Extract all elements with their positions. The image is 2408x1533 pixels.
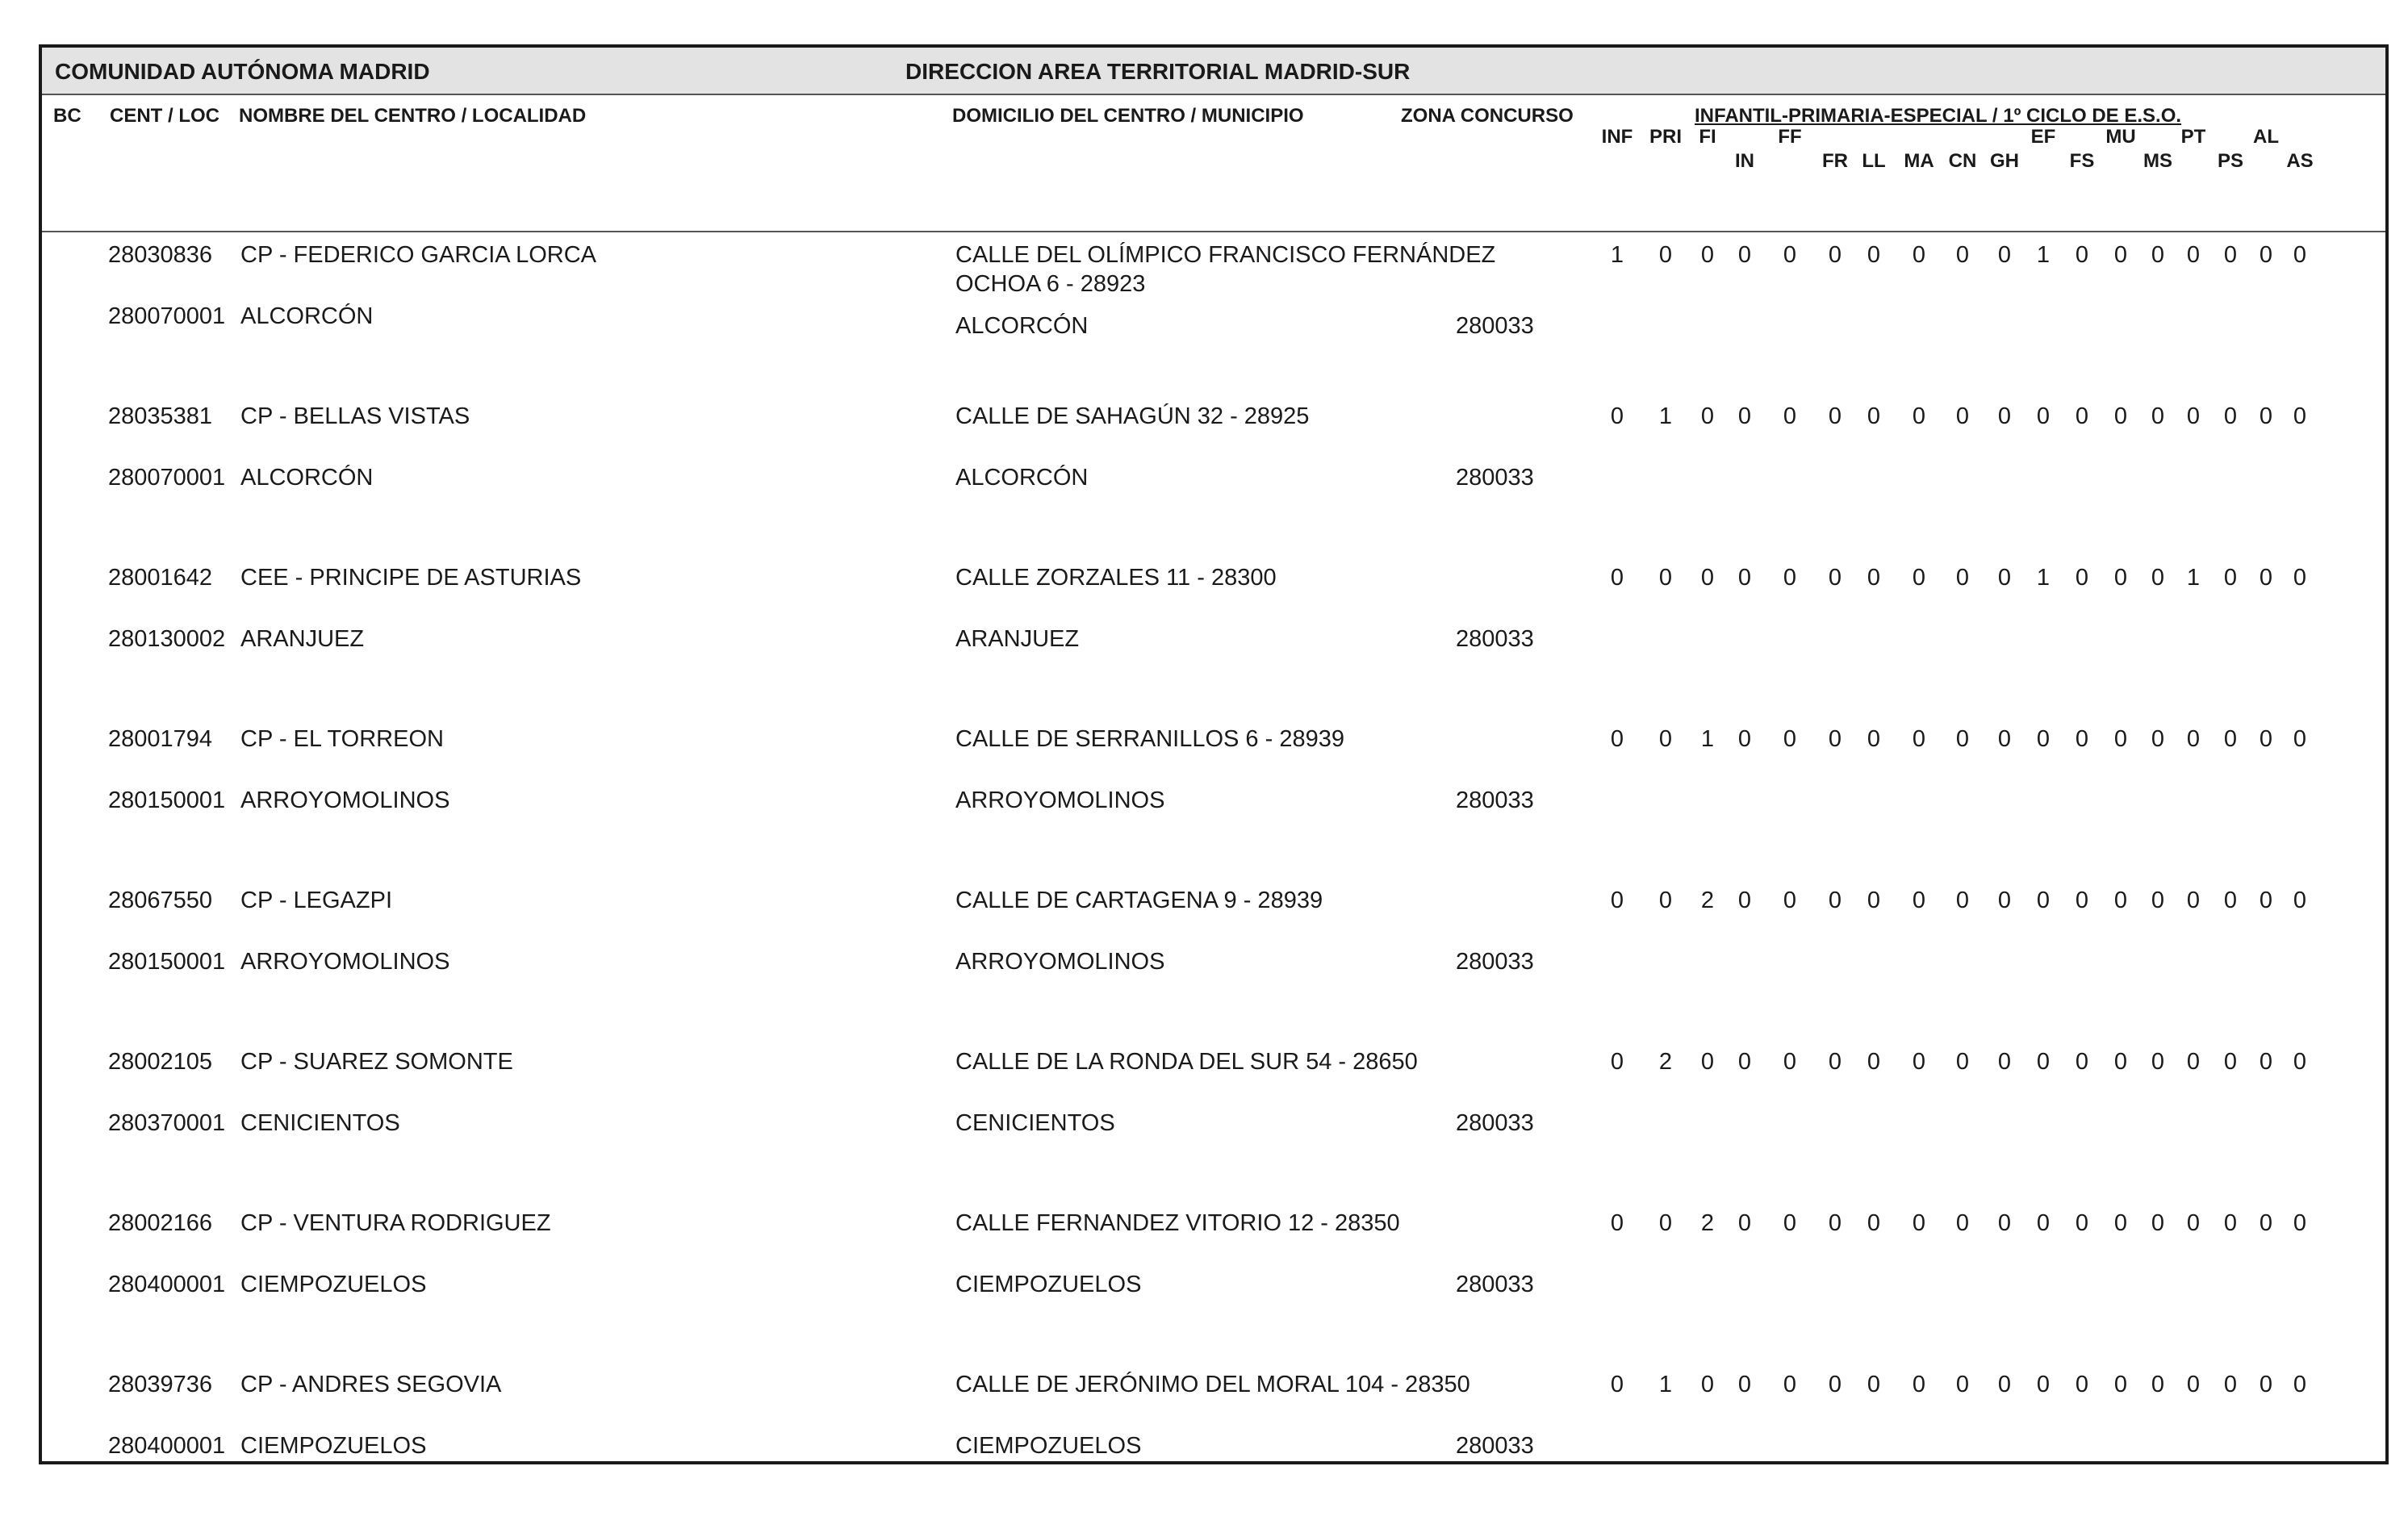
municipality-name: CENICIENTOS [955, 1110, 1115, 1136]
value-ef: 0 [2036, 888, 2051, 913]
value-ms: 0 [2151, 242, 2165, 268]
center-name: CP - FEDERICO GARCIA LORCA [240, 242, 596, 268]
value-al: 0 [2259, 242, 2273, 268]
value-ef: 0 [2036, 726, 2051, 752]
value-inf: 0 [1610, 403, 1624, 429]
value-inf: 0 [1610, 1210, 1624, 1236]
value-cn: 0 [1955, 1210, 1970, 1236]
locality-name: CIEMPOZUELOS [240, 1433, 427, 1459]
locality-code: 280400001 [108, 1272, 226, 1297]
value-ms: 0 [2151, 1049, 2165, 1075]
value-fr: 0 [1828, 403, 1842, 429]
value-fi: 0 [1700, 403, 1715, 429]
value-cn: 0 [1955, 726, 1970, 752]
zone-code: 280033 [1456, 1433, 1534, 1459]
value-gh: 0 [1997, 565, 2012, 591]
value-ps: 0 [2223, 726, 2238, 752]
center-code: 28001642 [108, 565, 213, 591]
value-ef: 0 [2036, 1372, 2051, 1397]
value-ma: 0 [1912, 403, 1926, 429]
value-al: 0 [2259, 726, 2273, 752]
col-code-fi: FI [1699, 126, 1716, 148]
zone-code: 280033 [1456, 626, 1534, 652]
value-al: 0 [2259, 565, 2273, 591]
value-inf: 1 [1610, 242, 1624, 268]
value-inf: 0 [1610, 565, 1624, 591]
value-ll: 0 [1867, 1372, 1881, 1397]
value-in: 0 [1737, 403, 1752, 429]
col-code-ff: FF [1778, 126, 1802, 148]
center-record [42, 1372, 2385, 1533]
value-inf: 0 [1610, 1372, 1624, 1397]
value-in: 0 [1737, 565, 1752, 591]
value-fs: 0 [2075, 403, 2089, 429]
value-cn: 0 [1955, 888, 1970, 913]
value-al: 0 [2259, 1049, 2273, 1075]
value-ff: 0 [1783, 565, 1797, 591]
value-fi: 0 [1700, 1372, 1715, 1397]
value-pri: 0 [1658, 726, 1673, 752]
col-bc: BC [53, 105, 82, 127]
center-address: CALLE DEL OLÍMPICO FRANCISCO FERNÁNDEZ [955, 242, 1496, 268]
locality-name: ARANJUEZ [240, 626, 365, 652]
value-mu: 0 [2113, 726, 2128, 752]
value-fr: 0 [1828, 1372, 1842, 1397]
value-as: 0 [2293, 726, 2307, 752]
value-ma: 0 [1912, 726, 1926, 752]
value-ff: 0 [1783, 888, 1797, 913]
municipality-name: ARANJUEZ [955, 626, 1080, 652]
col-code-ms: MS [2143, 150, 2172, 172]
value-gh: 0 [1997, 242, 2012, 268]
value-ms: 0 [2151, 1372, 2165, 1397]
center-code: 28002105 [108, 1049, 213, 1075]
col-code-pt: PT [2180, 126, 2206, 148]
value-ms: 0 [2151, 726, 2165, 752]
value-fs: 0 [2075, 1049, 2089, 1075]
value-ll: 0 [1867, 403, 1881, 429]
value-ff: 0 [1783, 403, 1797, 429]
center-name: CP - VENTURA RODRIGUEZ [240, 1210, 551, 1236]
value-mu: 0 [2113, 1049, 2128, 1075]
value-pt: 0 [2186, 403, 2201, 429]
zone-code: 280033 [1456, 1110, 1534, 1136]
value-pt: 0 [2186, 1210, 2201, 1236]
value-as: 0 [2293, 888, 2307, 913]
value-in: 0 [1737, 888, 1752, 913]
value-in: 0 [1737, 242, 1752, 268]
value-mu: 0 [2113, 1372, 2128, 1397]
value-al: 0 [2259, 888, 2273, 913]
value-al: 0 [2259, 403, 2273, 429]
center-name: CP - LEGAZPI [240, 888, 393, 913]
center-address: CALLE DE CARTAGENA 9 - 28939 [955, 888, 1323, 913]
value-inf: 0 [1610, 888, 1624, 913]
col-code-ps: PS [2217, 150, 2244, 172]
value-in: 0 [1737, 1372, 1752, 1397]
locality-name: ALCORCÓN [240, 303, 374, 329]
value-as: 0 [2293, 565, 2307, 591]
value-cn: 0 [1955, 1372, 1970, 1397]
col-code-ef: EF [2030, 126, 2056, 148]
center-code: 28030836 [108, 242, 213, 268]
value-pt: 0 [2186, 726, 2201, 752]
value-fr: 0 [1828, 565, 1842, 591]
value-ef: 1 [2036, 565, 2051, 591]
value-ms: 0 [2151, 888, 2165, 913]
value-fs: 0 [2075, 888, 2089, 913]
value-ps: 0 [2223, 1049, 2238, 1075]
value-ps: 0 [2223, 403, 2238, 429]
municipality-name: CIEMPOZUELOS [955, 1272, 1142, 1297]
center-name: CP - EL TORREON [240, 726, 444, 752]
center-name: CP - BELLAS VISTAS [240, 403, 470, 429]
center-code: 28002166 [108, 1210, 213, 1236]
value-ff: 0 [1783, 242, 1797, 268]
value-pt: 1 [2186, 565, 2201, 591]
zone-code: 280033 [1456, 465, 1534, 491]
locality-name: CENICIENTOS [240, 1110, 400, 1136]
center-name: CP - SUAREZ SOMONTE [240, 1049, 513, 1075]
locality-name: ARROYOMOLINOS [240, 949, 450, 975]
zone-code: 280033 [1456, 1272, 1534, 1297]
zone-code: 280033 [1456, 313, 1534, 339]
col-code-ll: LL [1862, 150, 1886, 172]
center-record [42, 726, 2385, 888]
value-pri: 2 [1658, 1049, 1673, 1075]
value-mu: 0 [2113, 888, 2128, 913]
center-code: 28067550 [108, 888, 213, 913]
value-pt: 0 [2186, 888, 2201, 913]
zone-code: 280033 [1456, 787, 1534, 813]
municipality-name: ARROYOMOLINOS [955, 787, 1165, 813]
value-as: 0 [2293, 1372, 2307, 1397]
value-fi: 2 [1700, 888, 1715, 913]
value-mu: 0 [2113, 242, 2128, 268]
value-gh: 0 [1997, 403, 2012, 429]
value-as: 0 [2293, 403, 2307, 429]
value-gh: 0 [1997, 888, 2012, 913]
value-gh: 0 [1997, 1210, 2012, 1236]
locality-code: 280070001 [108, 303, 226, 329]
value-pri: 0 [1658, 242, 1673, 268]
community-title: COMUNIDAD AUTÓNOMA MADRID [55, 59, 430, 84]
municipality-name: ALCORCÓN [955, 313, 1089, 339]
value-ll: 0 [1867, 1049, 1881, 1075]
value-mu: 0 [2113, 403, 2128, 429]
center-address: CALLE FERNANDEZ VITORIO 12 - 28350 [955, 1210, 1400, 1236]
value-pri: 0 [1658, 888, 1673, 913]
value-cn: 0 [1955, 242, 1970, 268]
value-ps: 0 [2223, 1210, 2238, 1236]
value-ef: 0 [2036, 1210, 2051, 1236]
value-ll: 0 [1867, 565, 1881, 591]
value-cn: 0 [1955, 565, 1970, 591]
col-code-fs: FS [2069, 150, 2095, 172]
center-address: CALLE DE JERÓNIMO DEL MORAL 104 - 28350 [955, 1372, 1470, 1397]
col-code-pri: PRI [1649, 126, 1683, 148]
report-title-bar [42, 48, 2385, 95]
center-record [42, 888, 2385, 1049]
center-record [42, 242, 2385, 403]
value-pt: 0 [2186, 242, 2201, 268]
value-pri: 0 [1658, 1210, 1673, 1236]
col-zona-concurso: ZONA CONCURSO [1401, 105, 1574, 127]
value-pt: 0 [2186, 1372, 2201, 1397]
municipality-name: ARROYOMOLINOS [955, 949, 1165, 975]
column-headers [42, 94, 2385, 232]
center-address-line2: OCHOA 6 - 28923 [955, 271, 1146, 297]
value-in: 0 [1737, 1049, 1752, 1075]
col-code-ma: MA [1904, 150, 1934, 172]
locality-code: 280400001 [108, 1433, 226, 1459]
value-ms: 0 [2151, 565, 2165, 591]
value-gh: 0 [1997, 1372, 2012, 1397]
value-ff: 0 [1783, 1049, 1797, 1075]
col-nombre: NOMBRE DEL CENTRO / LOCALIDAD [239, 105, 587, 127]
value-in: 0 [1737, 1210, 1752, 1236]
center-address: CALLE ZORZALES 11 - 28300 [955, 565, 1277, 591]
value-ff: 0 [1783, 1372, 1797, 1397]
center-address: CALLE DE SAHAGÚN 32 - 28925 [955, 403, 1310, 429]
value-ma: 0 [1912, 1372, 1926, 1397]
municipality-name: ALCORCÓN [955, 465, 1089, 491]
value-fr: 0 [1828, 888, 1842, 913]
value-ma: 0 [1912, 1210, 1926, 1236]
center-code: 28001794 [108, 726, 213, 752]
value-as: 0 [2293, 1210, 2307, 1236]
col-code-cn: CN [1948, 150, 1977, 172]
value-fr: 0 [1828, 726, 1842, 752]
locality-name: ARROYOMOLINOS [240, 787, 450, 813]
value-ef: 1 [2036, 242, 2051, 268]
value-al: 0 [2259, 1372, 2273, 1397]
value-ff: 0 [1783, 1210, 1797, 1236]
col-domicilio: DOMICILIO DEL CENTRO / MUNICIPIO [952, 105, 1304, 127]
value-ps: 0 [2223, 565, 2238, 591]
report-frame [39, 44, 2389, 1464]
value-al: 0 [2259, 1210, 2273, 1236]
col-code-gh: GH [1990, 150, 2019, 172]
value-in: 0 [1737, 726, 1752, 752]
value-fi: 2 [1700, 1210, 1715, 1236]
col-cent-loc: CENT / LOC [110, 105, 219, 127]
value-fi: 0 [1700, 242, 1715, 268]
value-gh: 0 [1997, 726, 2012, 752]
col-group-title: INFANTIL-PRIMARIA-ESPECIAL / 1º CICLO DE E.S.O. [1695, 105, 2182, 127]
value-ll: 0 [1867, 726, 1881, 752]
value-as: 0 [2293, 242, 2307, 268]
value-ma: 0 [1912, 1049, 1926, 1075]
value-pt: 0 [2186, 1049, 2201, 1075]
value-fs: 0 [2075, 242, 2089, 268]
col-code-inf: INF [1601, 126, 1633, 148]
value-pri: 1 [1658, 403, 1673, 429]
value-ps: 0 [2223, 242, 2238, 268]
value-fr: 0 [1828, 242, 1842, 268]
value-fs: 0 [2075, 1372, 2089, 1397]
municipality-name: CIEMPOZUELOS [955, 1433, 1142, 1459]
value-ma: 0 [1912, 242, 1926, 268]
center-record [42, 1049, 2385, 1210]
value-ps: 0 [2223, 1372, 2238, 1397]
center-address: CALLE DE SERRANILLOS 6 - 28939 [955, 726, 1344, 752]
value-ps: 0 [2223, 888, 2238, 913]
value-mu: 0 [2113, 1210, 2128, 1236]
locality-name: CIEMPOZUELOS [240, 1272, 427, 1297]
value-ms: 0 [2151, 403, 2165, 429]
center-code: 28039736 [108, 1372, 213, 1397]
col-code-as: AS [2286, 150, 2314, 172]
value-fi: 1 [1700, 726, 1715, 752]
value-fr: 0 [1828, 1049, 1842, 1075]
value-gh: 0 [1997, 1049, 2012, 1075]
locality-code: 280070001 [108, 465, 226, 491]
value-as: 0 [2293, 1049, 2307, 1075]
col-code-al: AL [2253, 126, 2279, 148]
value-fi: 0 [1700, 565, 1715, 591]
col-code-mu: MU [2105, 126, 2136, 148]
value-ms: 0 [2151, 1210, 2165, 1236]
value-cn: 0 [1955, 1049, 1970, 1075]
col-code-fr: FR [1822, 150, 1848, 172]
locality-code: 280150001 [108, 787, 226, 813]
locality-name: ALCORCÓN [240, 465, 374, 491]
value-inf: 0 [1610, 1049, 1624, 1075]
direction-title: DIRECCION AREA TERRITORIAL MADRID-SUR [905, 59, 1411, 84]
value-ll: 0 [1867, 1210, 1881, 1236]
center-record [42, 1210, 2385, 1372]
value-mu: 0 [2113, 565, 2128, 591]
value-pri: 0 [1658, 565, 1673, 591]
center-record [42, 403, 2385, 565]
locality-code: 280150001 [108, 949, 226, 975]
value-ma: 0 [1912, 888, 1926, 913]
center-address: CALLE DE LA RONDA DEL SUR 54 - 28650 [955, 1049, 1418, 1075]
locality-code: 280130002 [108, 626, 226, 652]
value-fs: 0 [2075, 726, 2089, 752]
value-ma: 0 [1912, 565, 1926, 591]
center-record [42, 565, 2385, 726]
value-fs: 0 [2075, 565, 2089, 591]
value-ff: 0 [1783, 726, 1797, 752]
value-fr: 0 [1828, 1210, 1842, 1236]
zone-code: 280033 [1456, 949, 1534, 975]
value-fi: 0 [1700, 1049, 1715, 1075]
center-code: 28035381 [108, 403, 213, 429]
value-ll: 0 [1867, 888, 1881, 913]
value-ef: 0 [2036, 1049, 2051, 1075]
value-ef: 0 [2036, 403, 2051, 429]
center-name: CEE - PRINCIPE DE ASTURIAS [240, 565, 582, 591]
value-pri: 1 [1658, 1372, 1673, 1397]
center-name: CP - ANDRES SEGOVIA [240, 1372, 502, 1397]
value-cn: 0 [1955, 403, 1970, 429]
value-fs: 0 [2075, 1210, 2089, 1236]
value-inf: 0 [1610, 726, 1624, 752]
col-code-in: IN [1735, 150, 1754, 172]
locality-code: 280370001 [108, 1110, 226, 1136]
value-ll: 0 [1867, 242, 1881, 268]
